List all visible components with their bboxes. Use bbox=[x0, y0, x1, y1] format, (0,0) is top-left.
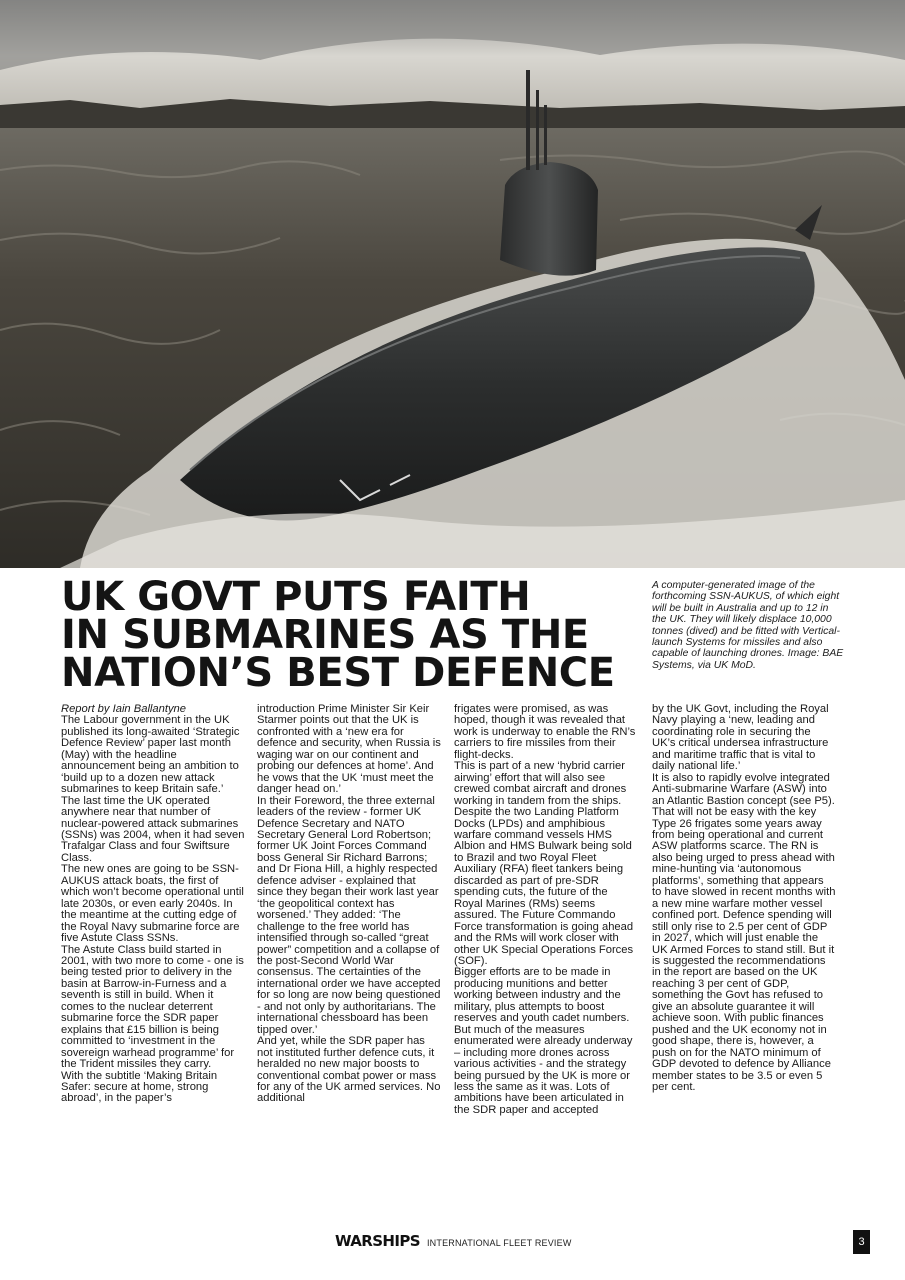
paragraph: The new ones are going to be SSN-AUKUS attack boats, the first of which won’t become operational until late 2030s, or even early 2040s. In the meantime at the cutting edge of the Royal Navy submarine force are five Astute Class SSNs. bbox=[61, 863, 244, 945]
article-column-1 bbox=[61, 704, 245, 1105]
paragraph: by the UK Govt, including the Royal Navy playing a ‘new, leading and coordinating role in securing the UK’s critical undersea infrastructure and maritime traffic that is vital to daily national life.’ bbox=[652, 703, 829, 773]
magazine-brand: WARSHIPS bbox=[335, 1232, 420, 1250]
headline-line-3: NATION’S BEST DEFENCE bbox=[61, 650, 615, 696]
headline bbox=[61, 574, 641, 696]
paragraph: It is also to rapidly evolve integrated Anti-submarine Warfare (ASW) into an Atlantic Bastion concept (see P5). That will not be easy with the key Type 26 frigates some years away from being operational and current ASW platforms scarce. The RN is also being urged to press ahead with mine-hunting via ‘autonomous platforms’, something that appears to have slowed in recent months with a new mine warfare mother vessel confined port. Defence spending will still only rise to 2.5 per cent of GDP in 2027, which will just enable the UK Armed Forces to stand still. But it is suggested the recommendations in the report are based on the UK reaching 3 per cent of GDP, something the Govt has refused to give an absolute guarantee it will achieve soon. With public finances pushed and the UK economy not in good shape, there is, however, a push on for the NATO minimum of GDP devoted to defence by Alliance member states to be 3.5 or even 5 per cent. bbox=[652, 771, 836, 1093]
page-number: 3 bbox=[853, 1230, 870, 1254]
magazine-subtitle: INTERNATIONAL FLEET REVIEW bbox=[426, 1238, 572, 1248]
paragraph: In their Foreword, the three external leaders of the review - former UK Defence Secretary and NATO Secretary General Lord Robertson; former UK Joint Forces Command boss General Sir Richard Barrons; and Dr Fiona Hill, a highly respected defence adviser - explained that since they began their work last year ‘the geopolitical context has worsened.’ They added: ‘The challenge to the free world has intensified through so-called “great power” competition and a collapse of the post-Second World War consensus. The certainties of the international order we have accepted for so long are now being questioned - and not only by authoritarians. The international chessboard has been tipped over.’ bbox=[257, 794, 441, 1036]
article-column-2 bbox=[257, 704, 441, 1105]
article-column-4 bbox=[652, 704, 836, 1093]
article-column-3 bbox=[454, 704, 638, 1116]
paragraph: With the subtitle ‘Making Britain Safer: secure at home, strong abroad’, in the paper’s bbox=[61, 1069, 218, 1105]
paragraph: Bigger efforts are to be made in producing munitions and better working between industry and the military, plus attempts to boost reserves and youth cadet numbers. But much of the measures enumerated were already underway – including more drones across various activities - and the strategy being pursued by the UK is more or less the same as it was. Lots of ambitions have been articulated in the SDR paper and accepted bbox=[454, 966, 633, 1116]
paragraph: introduction Prime Minister Sir Keir Starmer points out that the UK is confronted with a ‘new era for defence and security, when Russia is waging war on our continent and probing our defences at home’. And he vows that the UK ‘must meet the danger head on.’ bbox=[257, 703, 441, 796]
headline-line-1: UK GOVT PUTS FAITH bbox=[61, 574, 531, 620]
paragraph: The last time the UK operated anywhere near that number of nuclear-powered attack submarines (SSNs) was 2004, when it had seven Trafalgar Class and four Swiftsure Class. bbox=[61, 794, 245, 864]
byline: Report by Iain Ballantyne bbox=[61, 703, 187, 715]
paragraph: The Labour government in the UK published its long-awaited ‘Strategic Defence Review’ paper last month (May) with the headline announcement being an ambition to ‘build up to a dozen new attack submarines to keep Britain safe.’ bbox=[61, 714, 240, 796]
paragraph: And yet, while the SDR paper has not instituted further defence cuts, it heralded no new major boosts to conventional combat power or mass for any of the UK armed services. No additional bbox=[257, 1035, 441, 1105]
submarine-illustration bbox=[0, 0, 905, 568]
paragraph: The Astute Class build started in 2001, with two more to come - one is being tested prior to delivery in the basin at Barrow-in-Furness and a seventh is still in build. When it comes to the nuclear deterrent submarine force the SDR paper explains that £15 billion is being committed to ‘investment in the sovereign warhead programme’ for the Trident missiles they carry. bbox=[61, 943, 244, 1071]
footer bbox=[335, 1232, 572, 1252]
paragraph: frigates were promised, as was hoped, though it was revealed that work is underway to enable the RN’s carriers to fire missiles from their flight-decks. bbox=[454, 703, 636, 761]
headline-line-2: IN SUBMARINES AS THE bbox=[61, 612, 589, 658]
hero-image bbox=[0, 0, 905, 568]
paragraph: This is part of a new ‘hybrid carrier airwing’ effort that will also see crewed combat aircraft and drones working in tandem from the ships. Despite the two Landing Platform Docks (LPDs) and amphibious warfare command vessels HMS Albion and HMS Bulwark being sold to Brazil and two Royal Fleet Auxiliary (RFA) fleet tankers being discarded as part of pre-SDR spending cuts, the future of the Royal Marines (RMs) seems assured. The Future Commando Force transformation is going ahead and the RMs will work closer with other UK Special Operations Forces (SOF). bbox=[454, 760, 634, 967]
image-caption: A computer-generated image of the forthcoming SSN-AUKUS, of which eight will be built in Australia and up to 12 in the UK. They will likely displace 10,000 tonnes (dived) and be fitted with Vertical-launch Systems for missiles and also capable of launching drones. Image: BAE Systems, via UK MoD. bbox=[652, 580, 844, 671]
